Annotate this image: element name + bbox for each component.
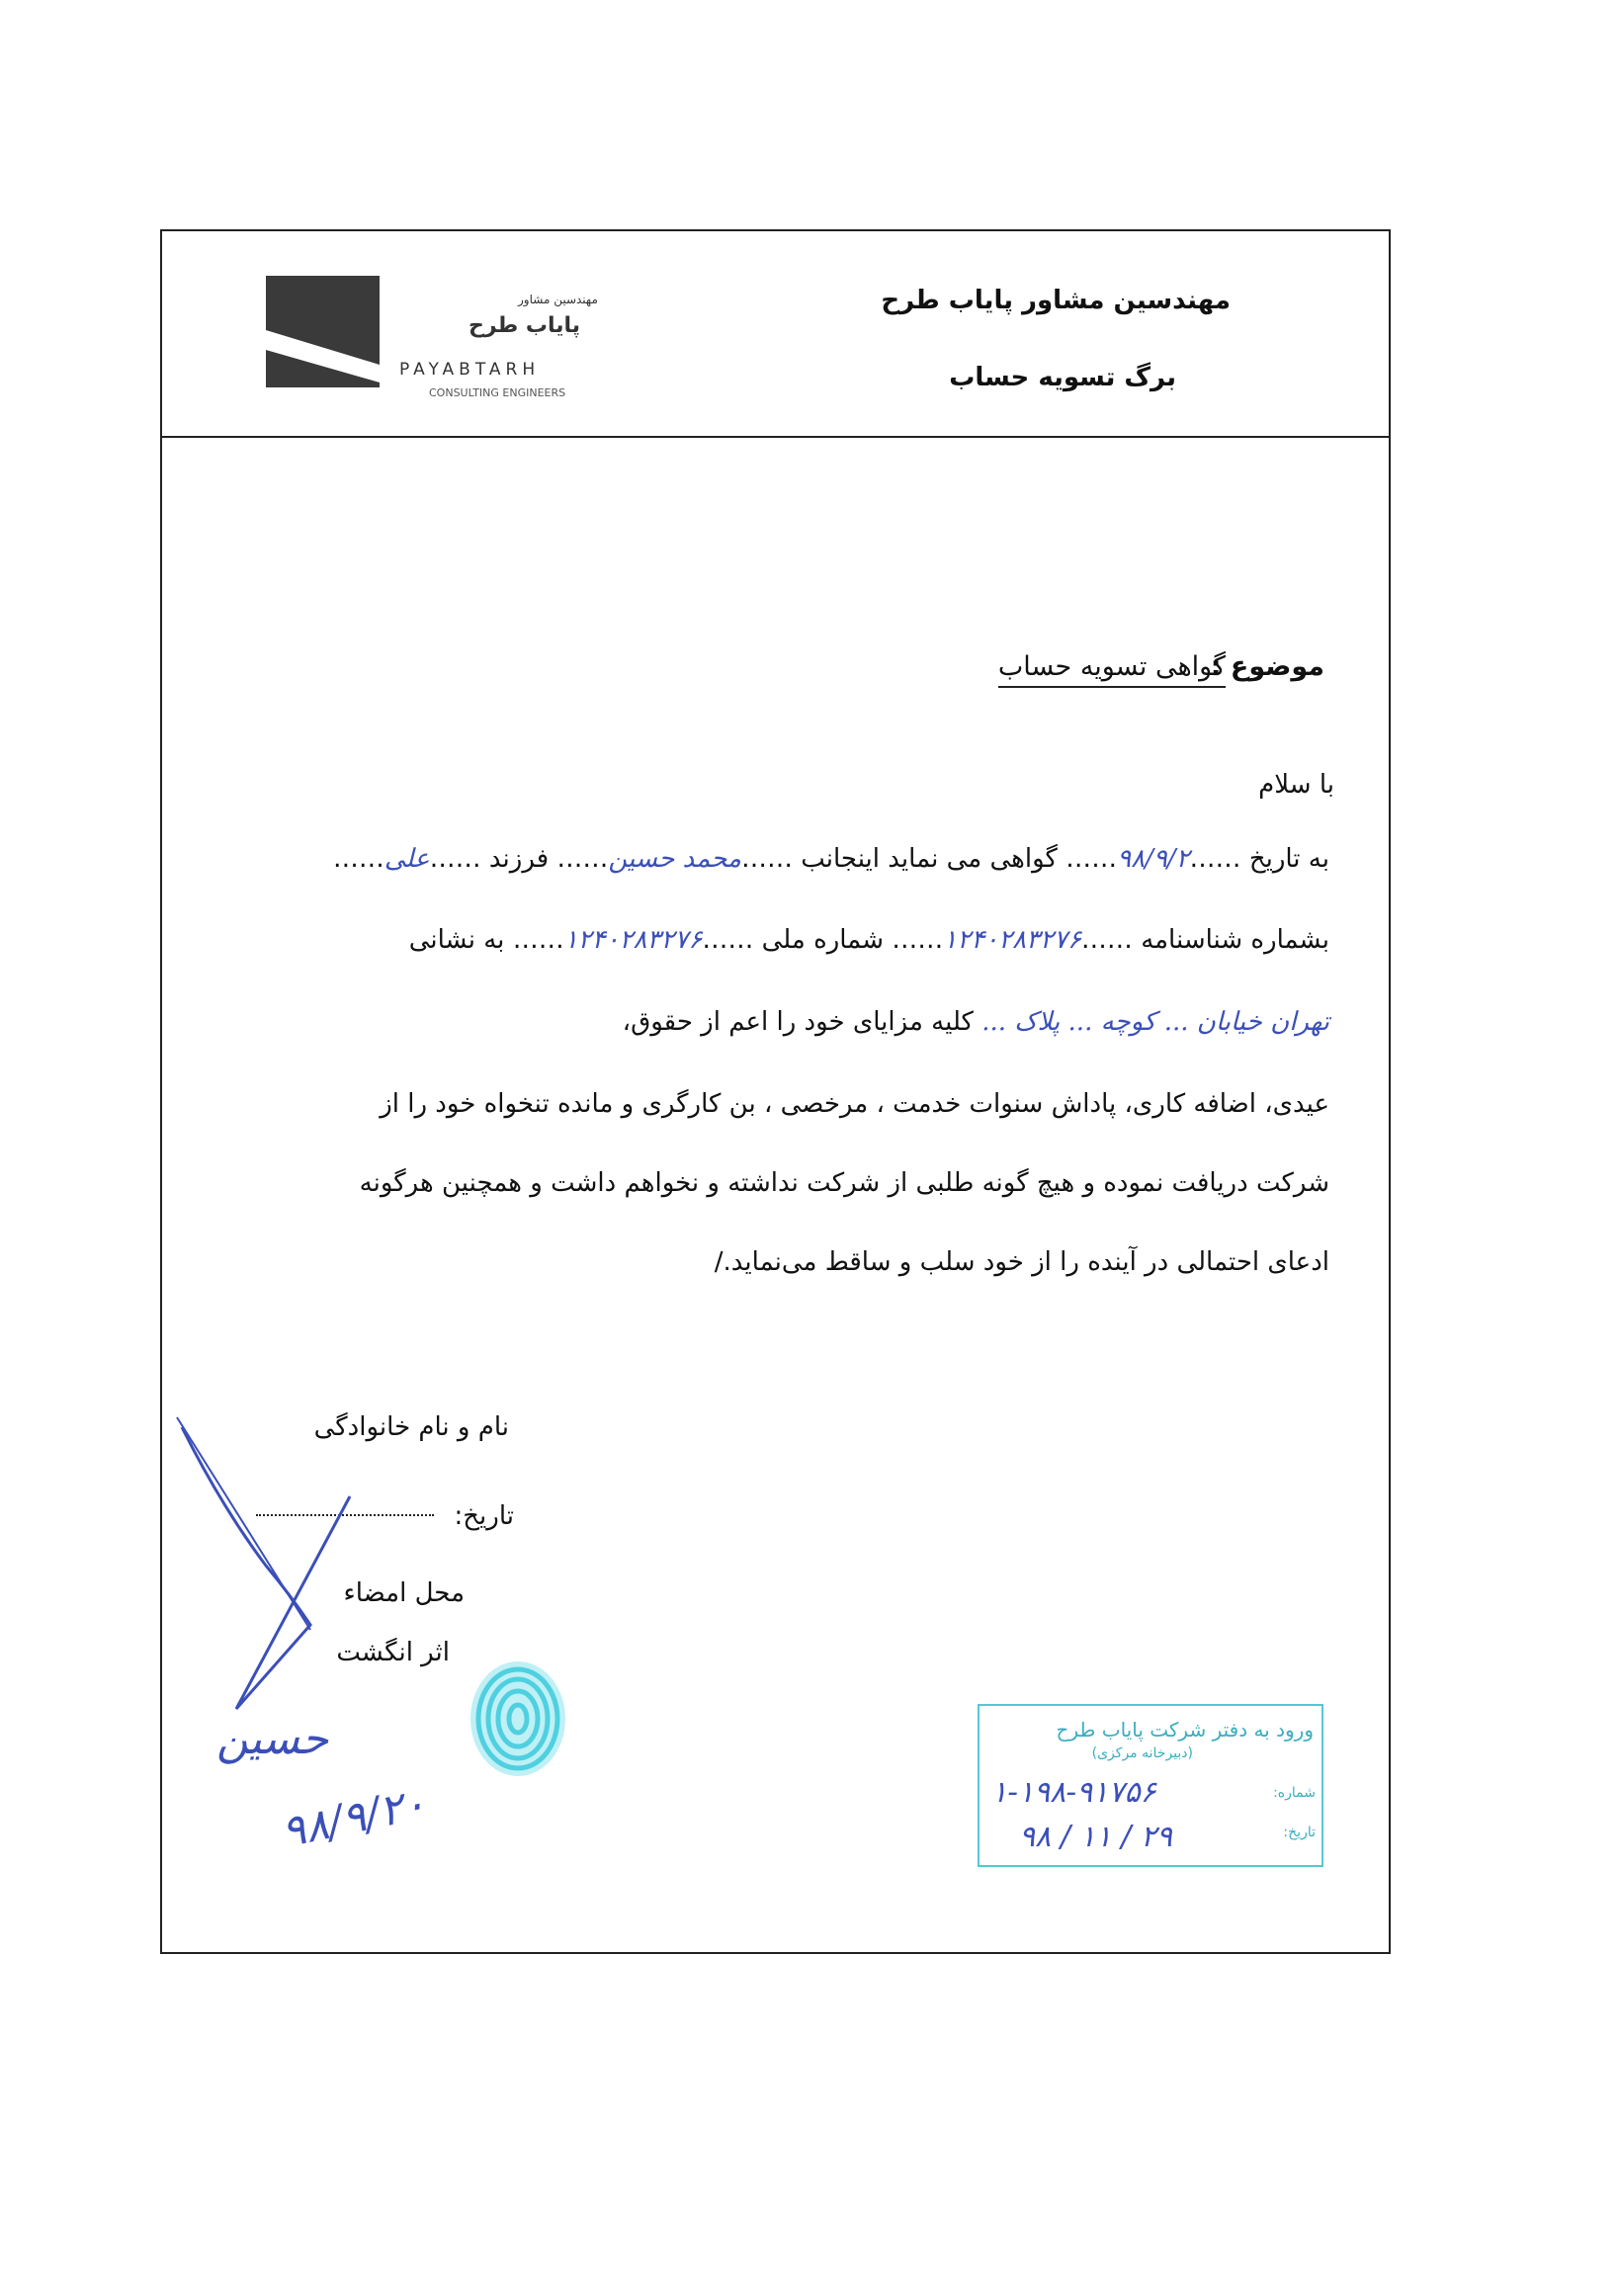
- handwritten-id-number: ۱۲۴۰۲۸۳۲۷۶: [943, 925, 1081, 955]
- thumbprint-icon: [459, 1655, 577, 1783]
- stamp-number-value: ۱-۱۹۸-۹۱۷۵۶: [991, 1775, 1156, 1810]
- document-header: [162, 231, 1389, 438]
- body-line-3: [623, 1007, 1329, 1037]
- greeting: با سلام: [1258, 770, 1334, 800]
- handwritten-date: ۹۸/۹/۲: [1117, 844, 1190, 874]
- line2-text-c: به نشانی: [408, 925, 505, 955]
- handwritten-signature-name: حسین: [216, 1714, 329, 1764]
- line1-text-b: گواهی می نماید اینجانب: [801, 844, 1058, 874]
- handwritten-name: محمد حسین: [608, 844, 741, 874]
- date-label: تاریخ:: [454, 1501, 514, 1531]
- stamp-title: ورود به دفتر شرکت پایاب طرح: [1056, 1718, 1314, 1742]
- line3-text-b: کلیه مزایای خود را اعم از حقوق،: [622, 1007, 974, 1037]
- logo-fa-small: مهندسین مشاور: [518, 293, 598, 306]
- stamp-date-label: تاریخ:: [1283, 1825, 1316, 1840]
- body-line-6: ادعای احتمالی در آینده را از خود سلب و ساقط می‌نماید./: [714, 1247, 1329, 1277]
- subject-value: گواهی تسویه حساب: [998, 651, 1226, 688]
- body-line-5: شرکت دریافت نموده و هیچ گونه طلبی از شرکت نداشته و نخواهم داشت و همچنین هرگونه: [359, 1168, 1329, 1198]
- stamp-date-value: ۹۸ / ۱۱ / ۲۹: [1019, 1820, 1173, 1854]
- line2-text-b: شماره ملی: [761, 925, 884, 955]
- logo-en-name: PAYABTARH: [399, 360, 541, 380]
- name-label: نام و نام خانوادگی: [313, 1412, 509, 1442]
- handwritten-signature-date: ۹۸/۹/۲۰: [277, 1778, 431, 1858]
- logo-en-sub: CONSULTING ENGINEERS: [429, 386, 566, 399]
- stamp-number-label: شماره:: [1273, 1785, 1316, 1801]
- handwritten-address: تهران خیابان ... کوچه ... پلاک ...: [981, 1007, 1329, 1037]
- body-line-4: عیدی، اضافه کاری، پاداش سنوات خدمت ، مرخصی ، بن کارگری و مانده تنخواه خود را از: [380, 1089, 1329, 1119]
- sign-label: محل امضاء: [343, 1578, 465, 1608]
- form-title: برگ تسویه حساب: [949, 363, 1176, 392]
- line1-text-a: به تاریخ: [1248, 844, 1329, 874]
- subject-label: موضوع :: [1210, 651, 1324, 682]
- stamp-subtitle: (دبیرخانه مرکزی): [1091, 1745, 1193, 1761]
- document-frame: [160, 229, 1391, 1954]
- line1-text-c: فرزند: [488, 844, 550, 874]
- body-line-2: بشماره شناسنامه ……۱۲۴۰۲۸۳۲۷۶…… شماره ملی ……۱۲۴۰۲۸۳۲۷۶…… به نشانی: [408, 925, 1329, 955]
- handwritten-father: علی: [383, 844, 430, 874]
- body-line-1: به تاریخ ……۹۸/۹/۲…… گواهی می نماید اینجانب ……محمد حسین…… فرزند ……علی……: [332, 844, 1329, 874]
- company-logo: [266, 276, 598, 414]
- reception-stamp: [978, 1704, 1323, 1867]
- line2-text-a: بشماره شناسنامه: [1141, 925, 1329, 955]
- thumbprint-label: اثر انگشت: [336, 1638, 450, 1667]
- logo-fa-large: پایاب طرح: [469, 313, 581, 338]
- logo-mark-icon: [266, 276, 380, 387]
- company-name: مهندسین مشاور پایاب طرح: [881, 286, 1231, 315]
- handwritten-national-id: ۱۲۴۰۲۸۳۲۷۶: [563, 925, 703, 955]
